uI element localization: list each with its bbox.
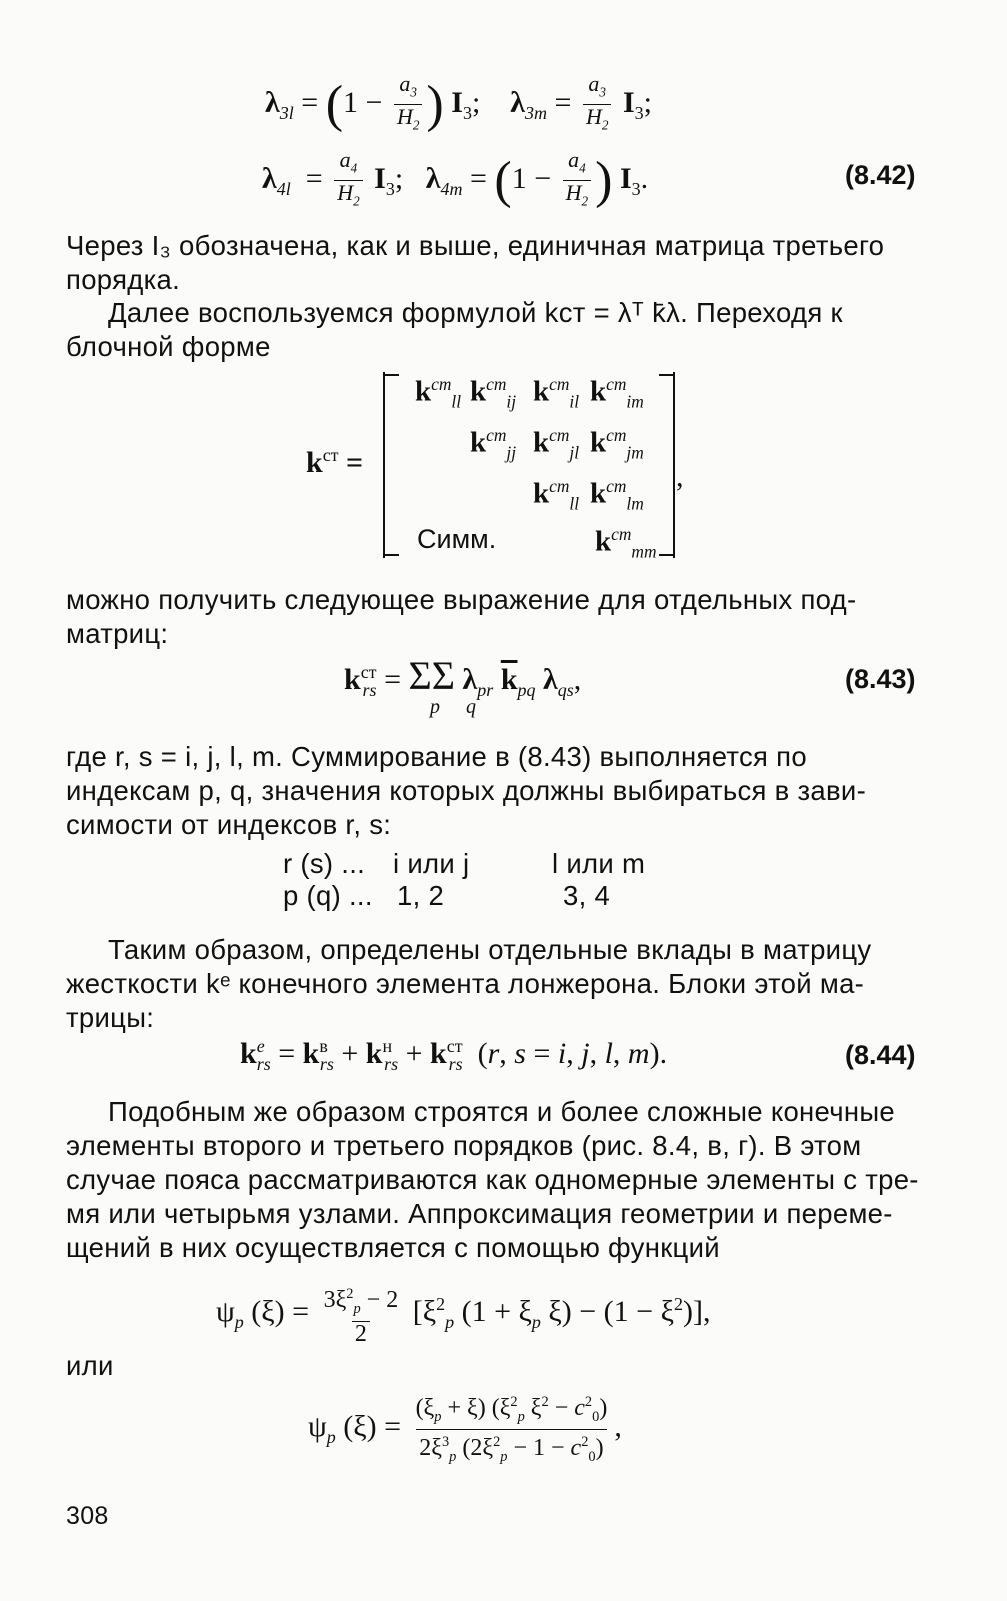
index-row-1-label: r (s) ... [283,848,366,879]
paragraph-2-line-2: блочной форме [66,331,271,362]
index-row-1-col-1: i или j [393,848,470,879]
equation-number-8-42: (8.42) [845,160,916,190]
equation-8-43: $k^{ст}_{rs} = \Sigma\Sigma$ $\lambda_{pr}$ $\overline{k}_{pq}$ $\lambda_{qs}$, [344,653,582,700]
matrix-cell-ll: $k^{ст}_{ll}$ [415,374,462,412]
stiffness-block-matrix [383,372,675,562]
psi-equation-2: $\psi_p$ (ξ) = $\frac{(\xi_p + \xi) (\xi^2_p \xi^2 - c^2_0)}{2\xi^3_p (2\xi^2_p - 1 - c^2_0)}$ , [308,1390,622,1469]
matrix-cell-mm: $k^{ст}_{mm}$ [595,524,657,562]
matrix-cell-im: $k^{ст}_{im}$ [590,374,644,412]
page-number: 308 [66,1502,109,1530]
matrix-cell-jl: $k^{ст}_{jl}$ [533,425,580,463]
index-row-2-label: p (q) ... [283,880,373,911]
paragraph-6-line-4: мя или четырьмя узлами. Аппроксимация геометрии и переме- [66,1198,893,1229]
matrix-cell-jm: $k^{ст}_{jm}$ [590,425,644,463]
paragraph-5-line-1: Таким образом, определены отдельные вклады в матрицу [108,934,872,965]
paragraph-6-line-5: щений в них осуществляется с помощью функций [66,1232,720,1263]
paragraph-5-line-3: трицы: [66,1002,155,1033]
paragraph-5-line-2: жесткости kᵉ конечного элемента лонжерона. Блоки этой ма- [66,968,865,999]
paragraph-3-line-1: можно получить следующее выражение для отдельных под- [66,584,857,615]
psi-equation-1: $\psi_p$ (ξ) = $\frac{3\xi^2_p - 2}{2}$ [$\xi^2_p$ ($1 + \xi_p$ $\xi) - (1 - \xi^2)$], [216,1286,711,1347]
paragraph-1-line-2: порядка. [66,264,181,295]
matrix-cell-ll-2: $k^{ст}_{ll}$ [533,476,580,514]
paragraph-1-line-1: Через I₃ обозначена, как и выше, единичная матрица третьего [66,230,885,261]
matrix-comma: , [676,460,684,493]
matrix-cell-lm: $k^{ст}_{lm}$ [590,476,644,514]
paragraph-4-line-2: индексам p, q, значения которых должны выбираться в зави- [66,775,867,806]
equation-number-8-43: (8.43) [845,664,916,694]
paragraph-6-line-3: случае пояса рассматриваются как одномерные элементы с тре- [66,1164,919,1195]
index-row-1-col-2: l или m [552,848,646,879]
paragraph-2-line-1: Далее воспользуемся формулой kст = λᵀ k̄λ. Переходя к [108,297,843,328]
index-row-2-col-1: 1, 2 [397,880,445,911]
matrix-cell-il: $k^{ст}_{il}$ [533,374,580,412]
paragraph-4-line-3: симости от индексов r, s: [66,809,392,840]
paragraph-6-line-2: элементы второго и третьего порядков (рис. 8.4, в, г). В этом [66,1130,862,1161]
equation-8-42-line1: $\lambda_{3l} = (1$ − $\frac{a_3}{H_2}$ ) $I_3$; $\lambda_{3m}$ = $\frac{a_3}{H_2}$ $I_3$; [265,72,652,138]
equation-8-42-line2: $\lambda_{4l}$ = $\frac{a_4}{H_2}$ $I_3$; $\lambda_{4m} = (1$ − $\frac{a_4}{H_2}$ ) $I_3$. [262,148,648,214]
or-word: или [66,1350,114,1381]
matrix-cell-jj: $k^{ст}_{jj}$ [470,425,517,463]
sum-index-p: p [430,696,440,718]
paragraph-6-line-1: Подобным же образом строятся и более сложные конечные [108,1096,896,1127]
matrix-cell-ij: $k^{ст}_{ij}$ [470,374,517,412]
matrix-symmetric-label: Симм. [417,524,497,554]
equation-8-44: $k^e_{rs} = k^в_{rs} + k^н_{rs} + k^{ст}_{rs}$ (r, s = i, j, l, m). [240,1036,668,1074]
equation-number-8-44: (8.44) [845,1040,916,1070]
matrix-lhs: $k^{ст}$ = [306,445,364,479]
sum-index-q: q [466,696,476,718]
index-row-2-col-2: 3, 4 [563,880,611,911]
paragraph-3-line-2: матриц: [66,618,169,649]
paragraph-4-line-1: где r, s = i, j, l, m. Суммирование в (8.43) выполняется по [66,741,807,772]
